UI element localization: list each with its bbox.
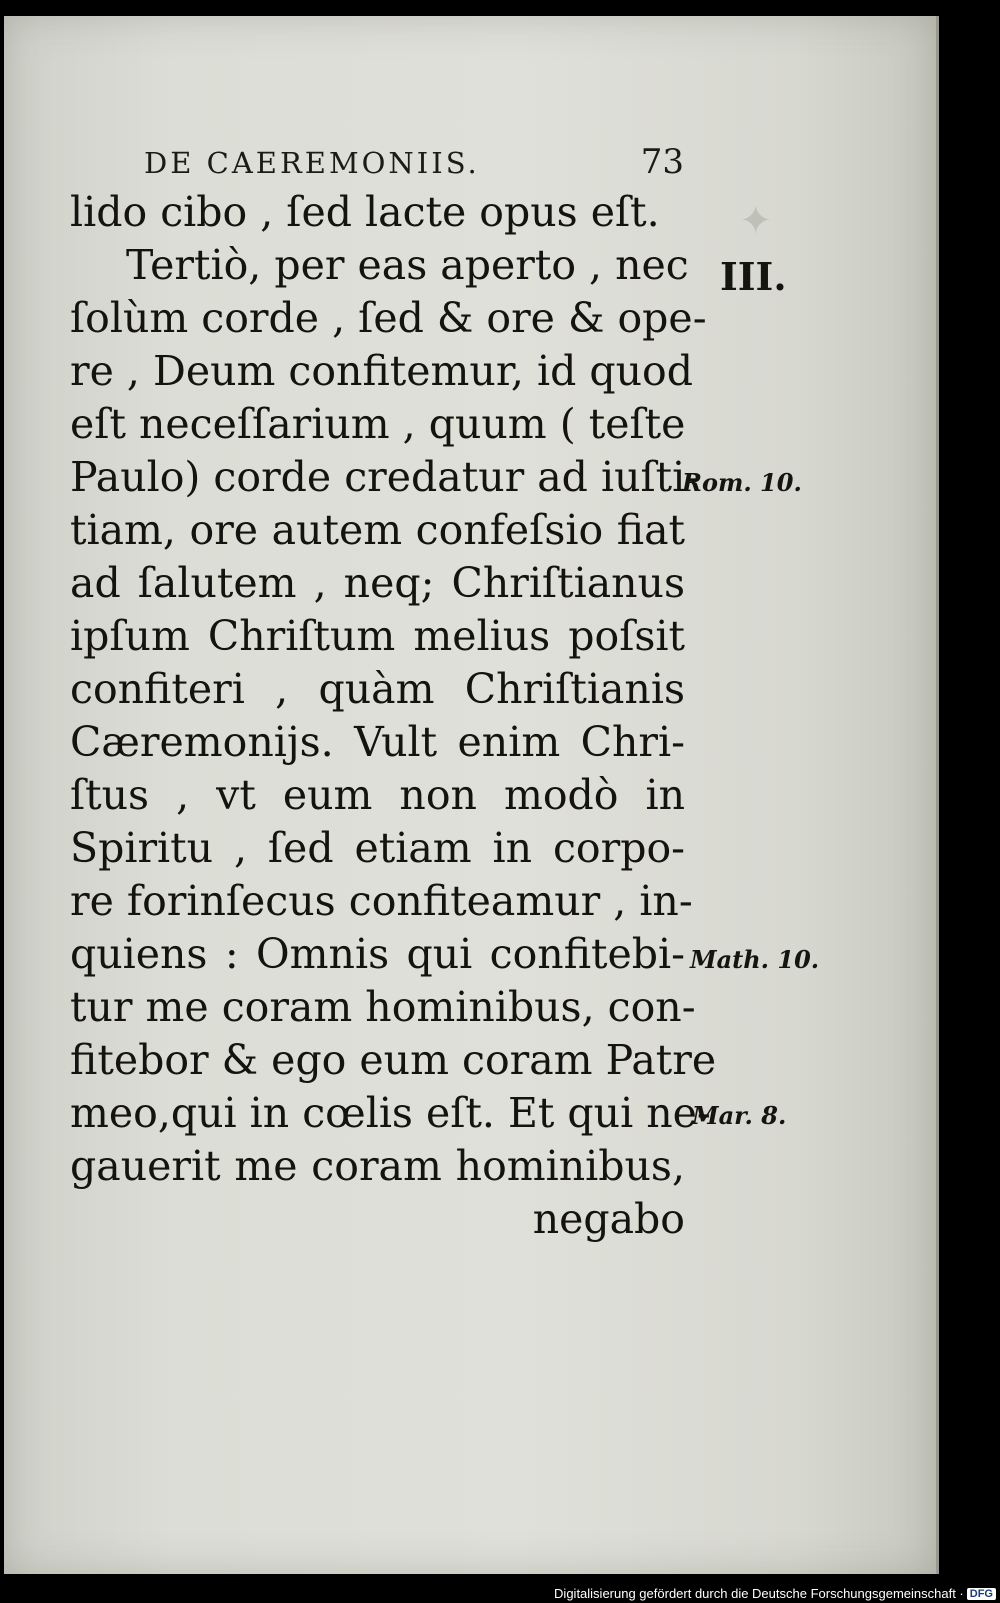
book-page — [4, 16, 939, 1574]
dfg-logo: DFG — [967, 1588, 996, 1600]
credit-text: Digitalisierung gefördert durch die Deutsche Forschungsgemeinschaft · — [554, 1586, 964, 1601]
text-line: lido cibo , ſed lacte opus eſt. — [70, 188, 660, 236]
text-line: tur me coram hominibus, con- — [70, 983, 696, 1031]
margin-reference: Mar. 8. — [692, 1101, 787, 1130]
text-line: ipſum Chriſtum melius poſsit — [70, 612, 685, 660]
show-through-text: ✦ — [739, 198, 773, 244]
text-line: Tertiò, per eas aperto , nec — [126, 241, 689, 289]
body-text — [70, 186, 717, 1246]
text-line: tiam, ore autem confeſsio fiat — [70, 506, 685, 554]
text-line: Spiritu , ſed etiam in corpo- — [70, 824, 685, 872]
running-title: DE CAEREMONIIS. — [144, 146, 480, 180]
text-line: re forinſecus confiteamur , in- — [70, 877, 693, 925]
text-line: quiens : Omnis qui confitebi- — [70, 930, 685, 978]
running-header — [144, 142, 684, 182]
page-number: 73 — [640, 142, 684, 182]
text-line: Cæremonijs. Vult enim Chri- — [70, 718, 685, 766]
margin-reference: Math. 10. — [690, 945, 820, 974]
text-line: fitebor & ego eum coram Patre — [70, 1036, 717, 1084]
text-line: re , Deum confitemur, id quod — [70, 347, 693, 395]
text-line: Paulo) corde credatur ad iuſti- — [70, 453, 700, 501]
catchword: negabo — [532, 1195, 685, 1243]
digitization-credit — [554, 1586, 996, 1601]
text-line: meo,qui in cœlis eſt. Et qui ne- — [70, 1089, 711, 1137]
text-line: eſt neceſſarium , quum ( teſte — [70, 400, 686, 448]
text-line: gauerit me coram hominibus, — [70, 1142, 685, 1190]
text-line: ſtus , vt eum non modò in — [70, 771, 685, 819]
margin-reference: Rom. 10. — [682, 468, 802, 497]
text-line: ad ſalutem , neq; Chriſtianus — [70, 559, 685, 607]
text-line: ſolùm corde , ſed & ore & ope- — [70, 294, 707, 342]
margin-numeral: III. — [720, 254, 787, 299]
text-line: confiteri , quàm Chriſtianis — [70, 665, 685, 713]
